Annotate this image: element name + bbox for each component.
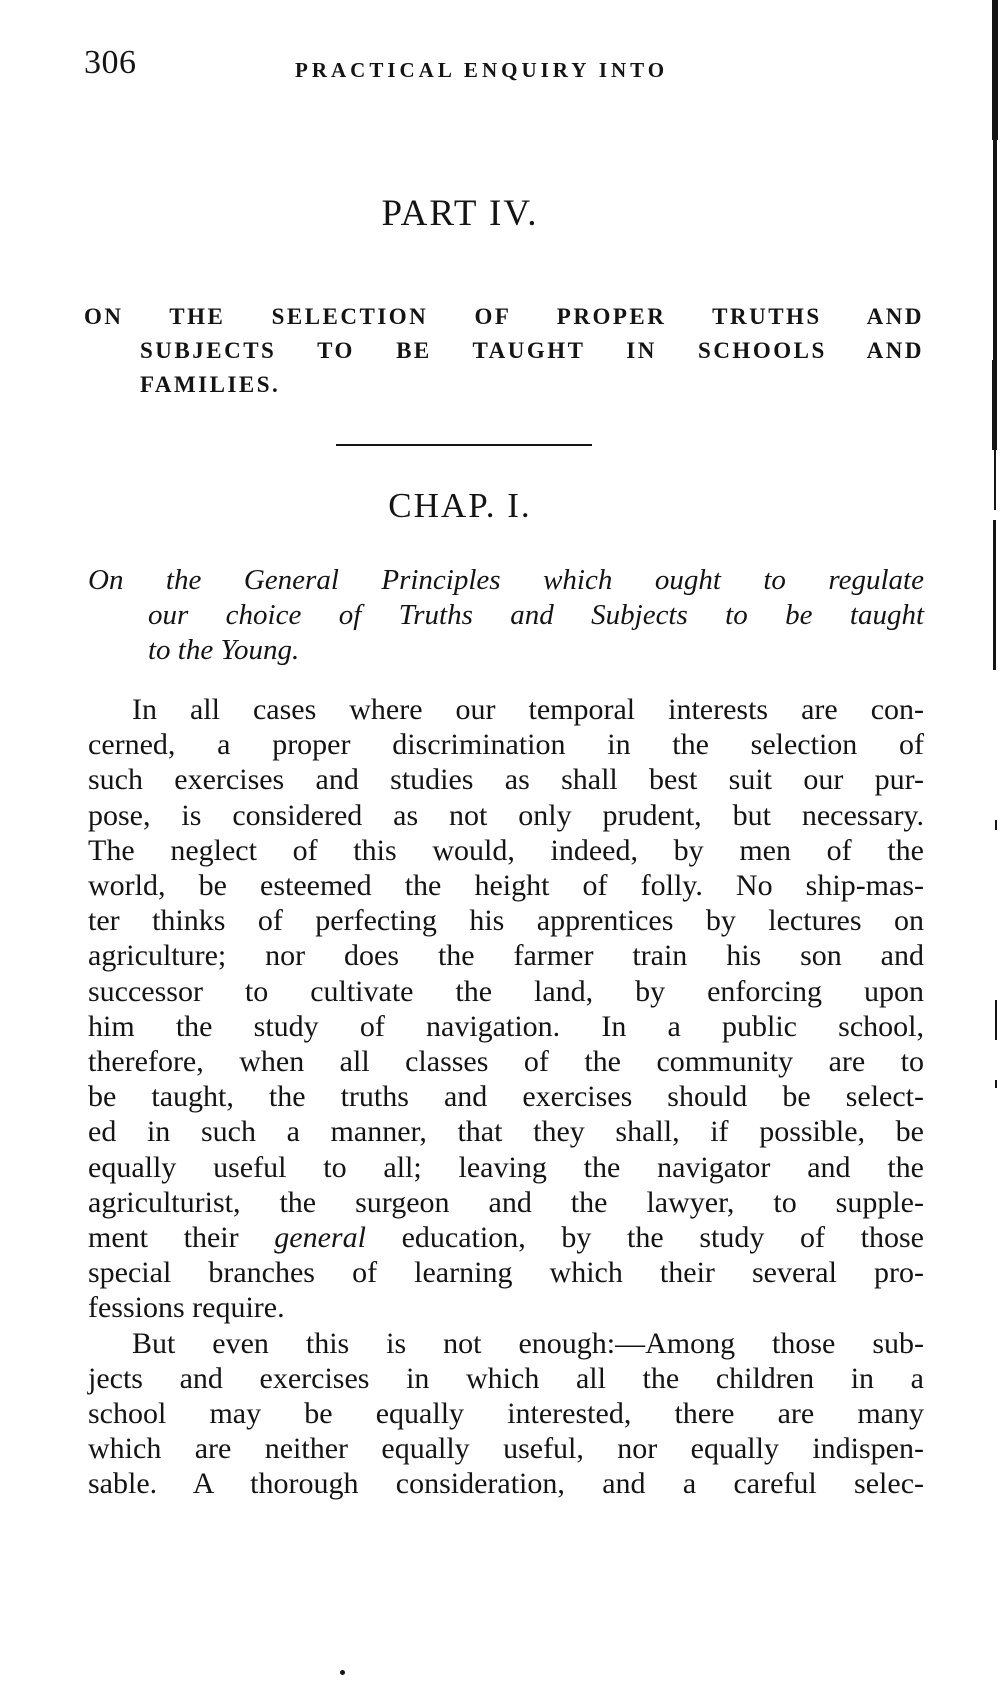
body-line: ter thinks of perfecting his apprentices by lectures on — [88, 904, 924, 938]
body-line: school may be equally interested, there are many — [88, 1397, 924, 1431]
body-line: agriculture; nor does the farmer train his son and — [88, 939, 924, 973]
body-line: But even this is not enough:—Among those sub- — [132, 1326, 924, 1360]
body-line: such exercises and studies as shall best suit our pur- — [88, 763, 924, 797]
part-title: PART IV. — [381, 193, 539, 234]
emphasis: general — [274, 1221, 366, 1255]
body-line: agriculturist, the surgeon and the lawyer, to supple- — [88, 1185, 924, 1219]
body-line: ment their general education, by the study of those — [88, 1221, 925, 1255]
part-subtitle-line: FAMILIES. — [140, 372, 281, 397]
body-line: ed in such a manner, that they shall, if possible, be — [88, 1115, 924, 1149]
part-subtitle-line: ON THE SELECTION OF PROPER TRUTHS AND — [84, 304, 924, 329]
part-subtitle — [84, 300, 924, 402]
body-line: him the study of navigation. In a public school, — [88, 1009, 924, 1043]
running-head: PRACTICAL ENQUIRY INTO — [295, 58, 669, 82]
page-edge-shadow — [986, 0, 1000, 1700]
bottom-mark — [340, 1670, 345, 1675]
chapter-title: CHAP. I. — [388, 486, 532, 525]
body-line: equally useful to all; leaving the navigator and the — [88, 1150, 924, 1184]
body-line: be taught, the truths and exercises should be select- — [88, 1080, 924, 1114]
body-line: The neglect of this would, indeed, by men of the — [88, 833, 924, 867]
chapter-subtitle-line: On the General Principles which ought to regulate — [88, 564, 924, 596]
body-text — [88, 692, 924, 1502]
chapter-subtitle-line: our choice of Truths and Subjects to be taught — [148, 599, 924, 631]
body-line: special branches of learning which their several pro- — [88, 1256, 924, 1290]
body-line: In all cases where our temporal interests are con- — [132, 693, 924, 726]
body-line: cerned, a proper discrimination in the selection of — [88, 728, 924, 762]
chapter-subtitle-line: to the Young. — [148, 634, 300, 666]
part-subtitle-line: SUBJECTS TO BE TAUGHT IN SCHOOLS AND — [140, 338, 924, 363]
body-line: successor to cultivate the land, by enforcing upon — [88, 974, 924, 1008]
section-divider — [336, 444, 592, 446]
body-line: jects and exercises in which all the children in a — [88, 1361, 924, 1395]
page-number: 306 — [84, 44, 137, 81]
body-line: sable. A thorough consideration, and a careful selec- — [88, 1467, 924, 1501]
body-line: world, be esteemed the height of folly. No ship-mas- — [88, 869, 924, 903]
body-line: which are neither equally useful, nor equally indispen- — [88, 1432, 924, 1466]
body-line: therefore, when all classes of the community are to — [88, 1045, 924, 1079]
body-line: fessions require. — [88, 1291, 285, 1325]
chapter-subtitle — [88, 563, 924, 668]
body-line: pose, is considered as not only prudent, but necessary. — [88, 798, 924, 832]
